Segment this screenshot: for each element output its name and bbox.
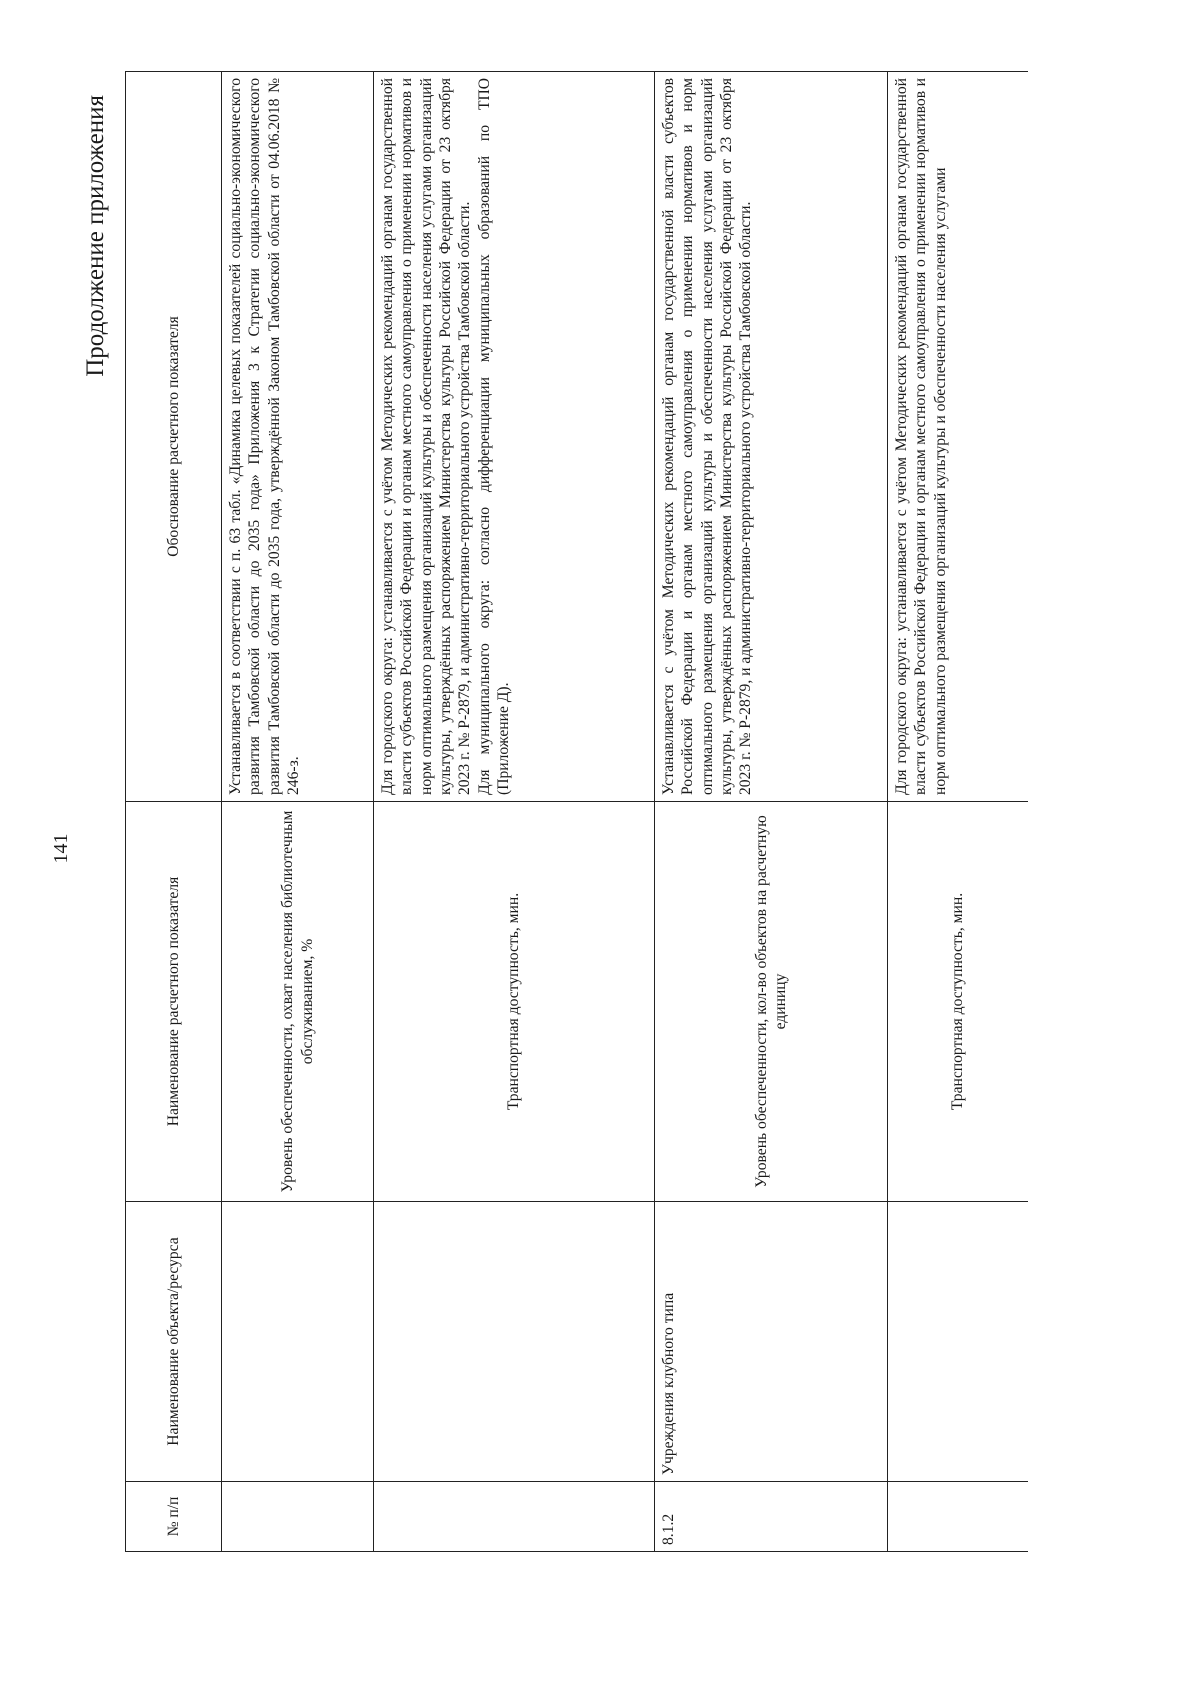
header-object: Наименование объекта/ресурса [126, 1202, 222, 1482]
row-object [888, 1202, 1028, 1482]
table-row [374, 72, 655, 1552]
row-indicator: Транспортная доступность, мин. [374, 802, 655, 1202]
header-indicator: Наименование расчетного показателя [126, 802, 222, 1202]
row-object: Учреждения клубного типа [655, 1202, 888, 1482]
page-heading: Продолжение приложения [82, 95, 109, 377]
row-num [374, 1482, 655, 1552]
row-indicator: Уровень обеспеченности, кол-во объектов на расчетную единицу [655, 802, 888, 1202]
row-object [374, 1202, 655, 1482]
table-row [222, 72, 374, 1552]
row-num [222, 1482, 374, 1552]
row-justification: Устанавливается с учётом Методических рекомендаций органам государственной власти субъектов Российской Федерации и органам местного самоуправления о применении нормативов и норм оптимального размещения организаций культуры и обеспеченности населения услугами организаций культуры, утверждённых распоряжением Министерства культуры Российской Федерации от 23 октября 2023 г. № Р-2879, и административно-территориального устройства Тамбовской области. [655, 72, 888, 802]
table-row [888, 72, 1028, 1552]
row-object [222, 1202, 374, 1482]
row-justification: Для городского округа: устанавливается с учётом Методических рекомендаций органам государственной власти субъектов Российской Федерации и органам местного самоуправления о применении нормативов и норм оптимального размещения организаций культуры и обеспеченности населения услугами организаций культуры, утверждённых распоряжением Министерства культуры Российской Федерации от 23 октября 2023 г. № Р-2879, и административно-территориального устройства Тамбовской области. Для муниципального округа: согласно дифференциации муниципальных образований по ТПО (Приложение Д). [374, 72, 655, 802]
page-number: 141 [50, 833, 72, 864]
row-justification: Для городского округа: устанавливается с учётом Методических рекомендаций органам государственной власти субъектов Российской Федерации и органам местного самоуправления о применении нормативов и норм оптимального размещения организаций культуры и обеспеченности населения услугами [888, 72, 1028, 802]
row-num: 8.1.2 [655, 1482, 888, 1552]
table-row [655, 72, 888, 1552]
row-num [888, 1482, 1028, 1552]
table-header-row [126, 72, 222, 1552]
row-justification: Устанавливается в соответствии с п. 63 табл. «Динамика целевых показателей социально-экономического развития Тамбовской области до 2035 года» Приложения 3 к Стратегии социально-экономического развития Тамбовской области до 2035 года, утверждённой Законом Тамбовской области от 04.06.2018 № 246-з. [222, 72, 374, 802]
row-indicator: Уровень обеспеченности, охват населения библиотечным обслуживанием, % [222, 802, 374, 1202]
indicators-table [125, 71, 1028, 1552]
row-indicator: Транспортная доступность, мин. [888, 802, 1028, 1202]
header-num: № п/п [126, 1482, 222, 1552]
header-justification: Обоснование расчетного показателя [126, 72, 222, 802]
